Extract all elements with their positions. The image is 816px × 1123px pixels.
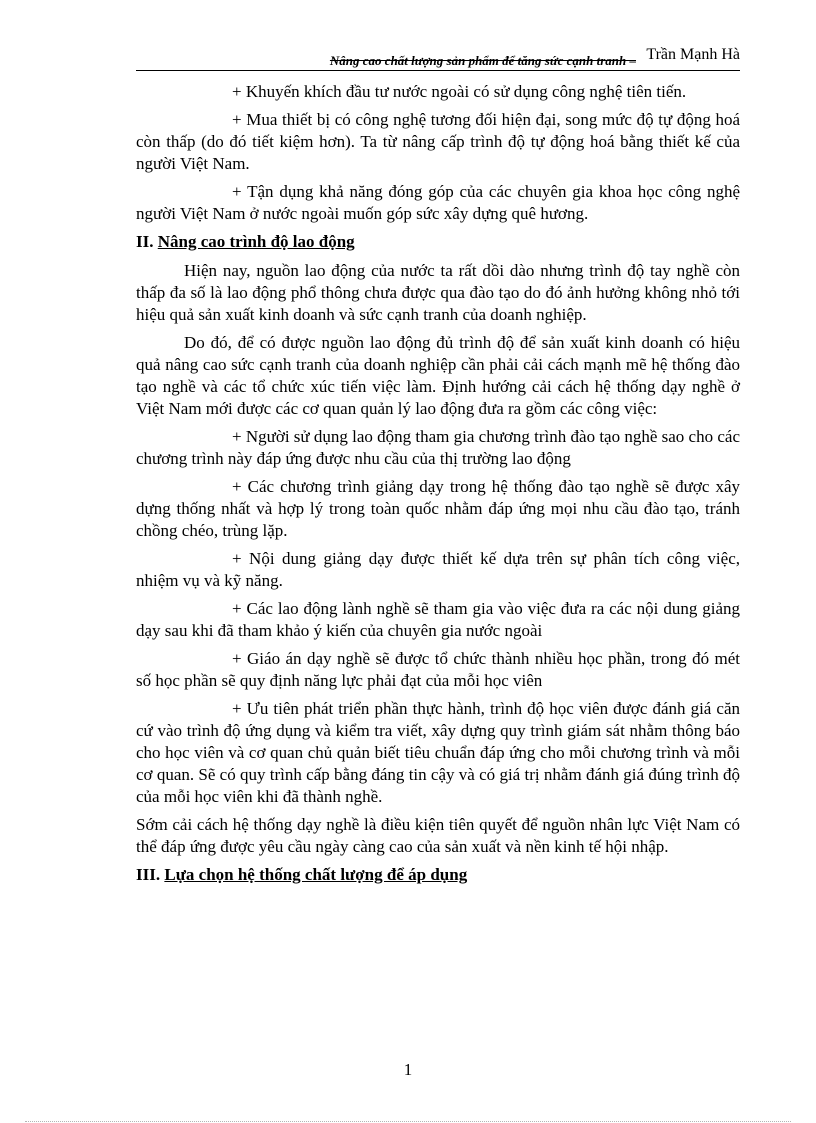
section-number: III. — [136, 865, 161, 884]
paragraph-bullet: + Mua thiết bị có công nghệ tương đối hiện đại, song mức độ tự động hoá còn thấp (do đó tiết kiệm hơn). Ta từ nâng cấp trình độ tự động hoá bằng thiết kế của người Việt Nam. — [136, 110, 740, 173]
paragraph-bullet: + Khuyến khích đầu tư nước ngoài có sử dụng công nghệ tiên tiến. — [232, 82, 687, 101]
section-heading-2 — [136, 231, 740, 253]
section-number: II. — [136, 232, 154, 251]
section-heading-3 — [136, 864, 740, 886]
page-number: 1 — [403, 1060, 413, 1079]
running-header-title: Nâng cao chất lượng sản phẩm để tăng sức cạnh tranh – — [329, 53, 636, 68]
running-header — [136, 46, 740, 71]
list-item-bullet: + Người sử dụng lao động tham gia chương trình đào tạo nghề sao cho các chương trình này đáp ứng được nhu cầu của thị trường lao động — [136, 427, 740, 468]
section-title: Lựa chọn hệ thống chất lượng để áp dụng — [164, 865, 468, 884]
conclusion-paragraph: Sớm cải cách hệ thống dạy nghề là điều kiện tiên quyết để nguồn nhân lực Việt Nam có thể đáp ứng được yêu cầu ngày càng cao của sản xuất và nền kinh tế hội nhập. — [136, 815, 740, 856]
paragraph: Hiện nay, nguồn lao động của nước ta rất dồi dào nhưng trình độ tay nghề còn thấp đa số là lao động phổ thông chưa được qua đào tạo do đó ảnh hưởng không nhỏ tới hiệu quả sản xuất kinh doanh và sức cạnh tranh của doanh nghiệp. — [136, 261, 740, 324]
running-header-author: Trần Mạnh Hà — [646, 46, 740, 63]
list-item-bullet: + Nội dung giảng dạy được thiết kế dựa trên sự phân tích công việc, nhiệm vụ và kỹ năng. — [136, 549, 740, 590]
list-item-bullet: + Ưu tiên phát triển phần thực hành, trình độ học viên được đánh giá căn cứ vào trình độ ứng dụng và kiểm tra viết, xây dựng quy trình giám sát nhằm thông báo cho học viên và cơ quan chủ quản biết tiêu chuẩn đáp ứng cho mỗi chương trình và mỗi cơ quan. Sẽ có quy trình cấp bằng đáng tin cậy và có giá trị nhằm đánh giá đúng trình độ của mỗi học viên khi đã thành nghề. — [136, 699, 740, 806]
list-item-bullet: + Các chương trình giảng dạy trong hệ thống đào tạo nghề sẽ được xây dựng thống nhất và hợp lý trong toàn quốc nhằm đáp ứng mọi nhu cầu đào tạo, tránh chồng chéo, trùng lặp. — [136, 477, 740, 540]
page-bottom-divider — [25, 1121, 791, 1122]
paragraph: Do đó, để có được nguồn lao động đủ trình độ để sản xuất kinh doanh có hiệu quả nâng cao sức cạnh tranh của doanh nghiệp cần phải cải cách mạnh mẽ hệ thống đào tạo nghề và các tổ chức xúc tiến việc làm. Định hướng cải cách hệ thống dạy nghề ở Việt Nam mới được các cơ quan quản lý lao động đưa ra gồm các công việc: — [136, 333, 740, 418]
paragraph-bullet: + Tận dụng khả năng đóng góp của các chuyên gia khoa học công nghệ người Việt Nam ở nước ngoài muốn góp sức xây dựng quê hương. — [136, 182, 740, 223]
list-item-bullet: + Giáo án dạy nghề sẽ được tổ chức thành nhiều học phần, trong đó mét số học phần sẽ quy định năng lực phải đạt của mỗi học viên — [136, 649, 740, 690]
document-body — [136, 81, 740, 893]
section-title: Nâng cao trình độ lao động — [157, 232, 355, 251]
list-item-bullet: + Các lao động lành nghề sẽ tham gia vào việc đưa ra các nội dung giảng dạy sau khi đã tham khảo ý kiến của chuyên gia nước ngoài — [136, 599, 740, 640]
